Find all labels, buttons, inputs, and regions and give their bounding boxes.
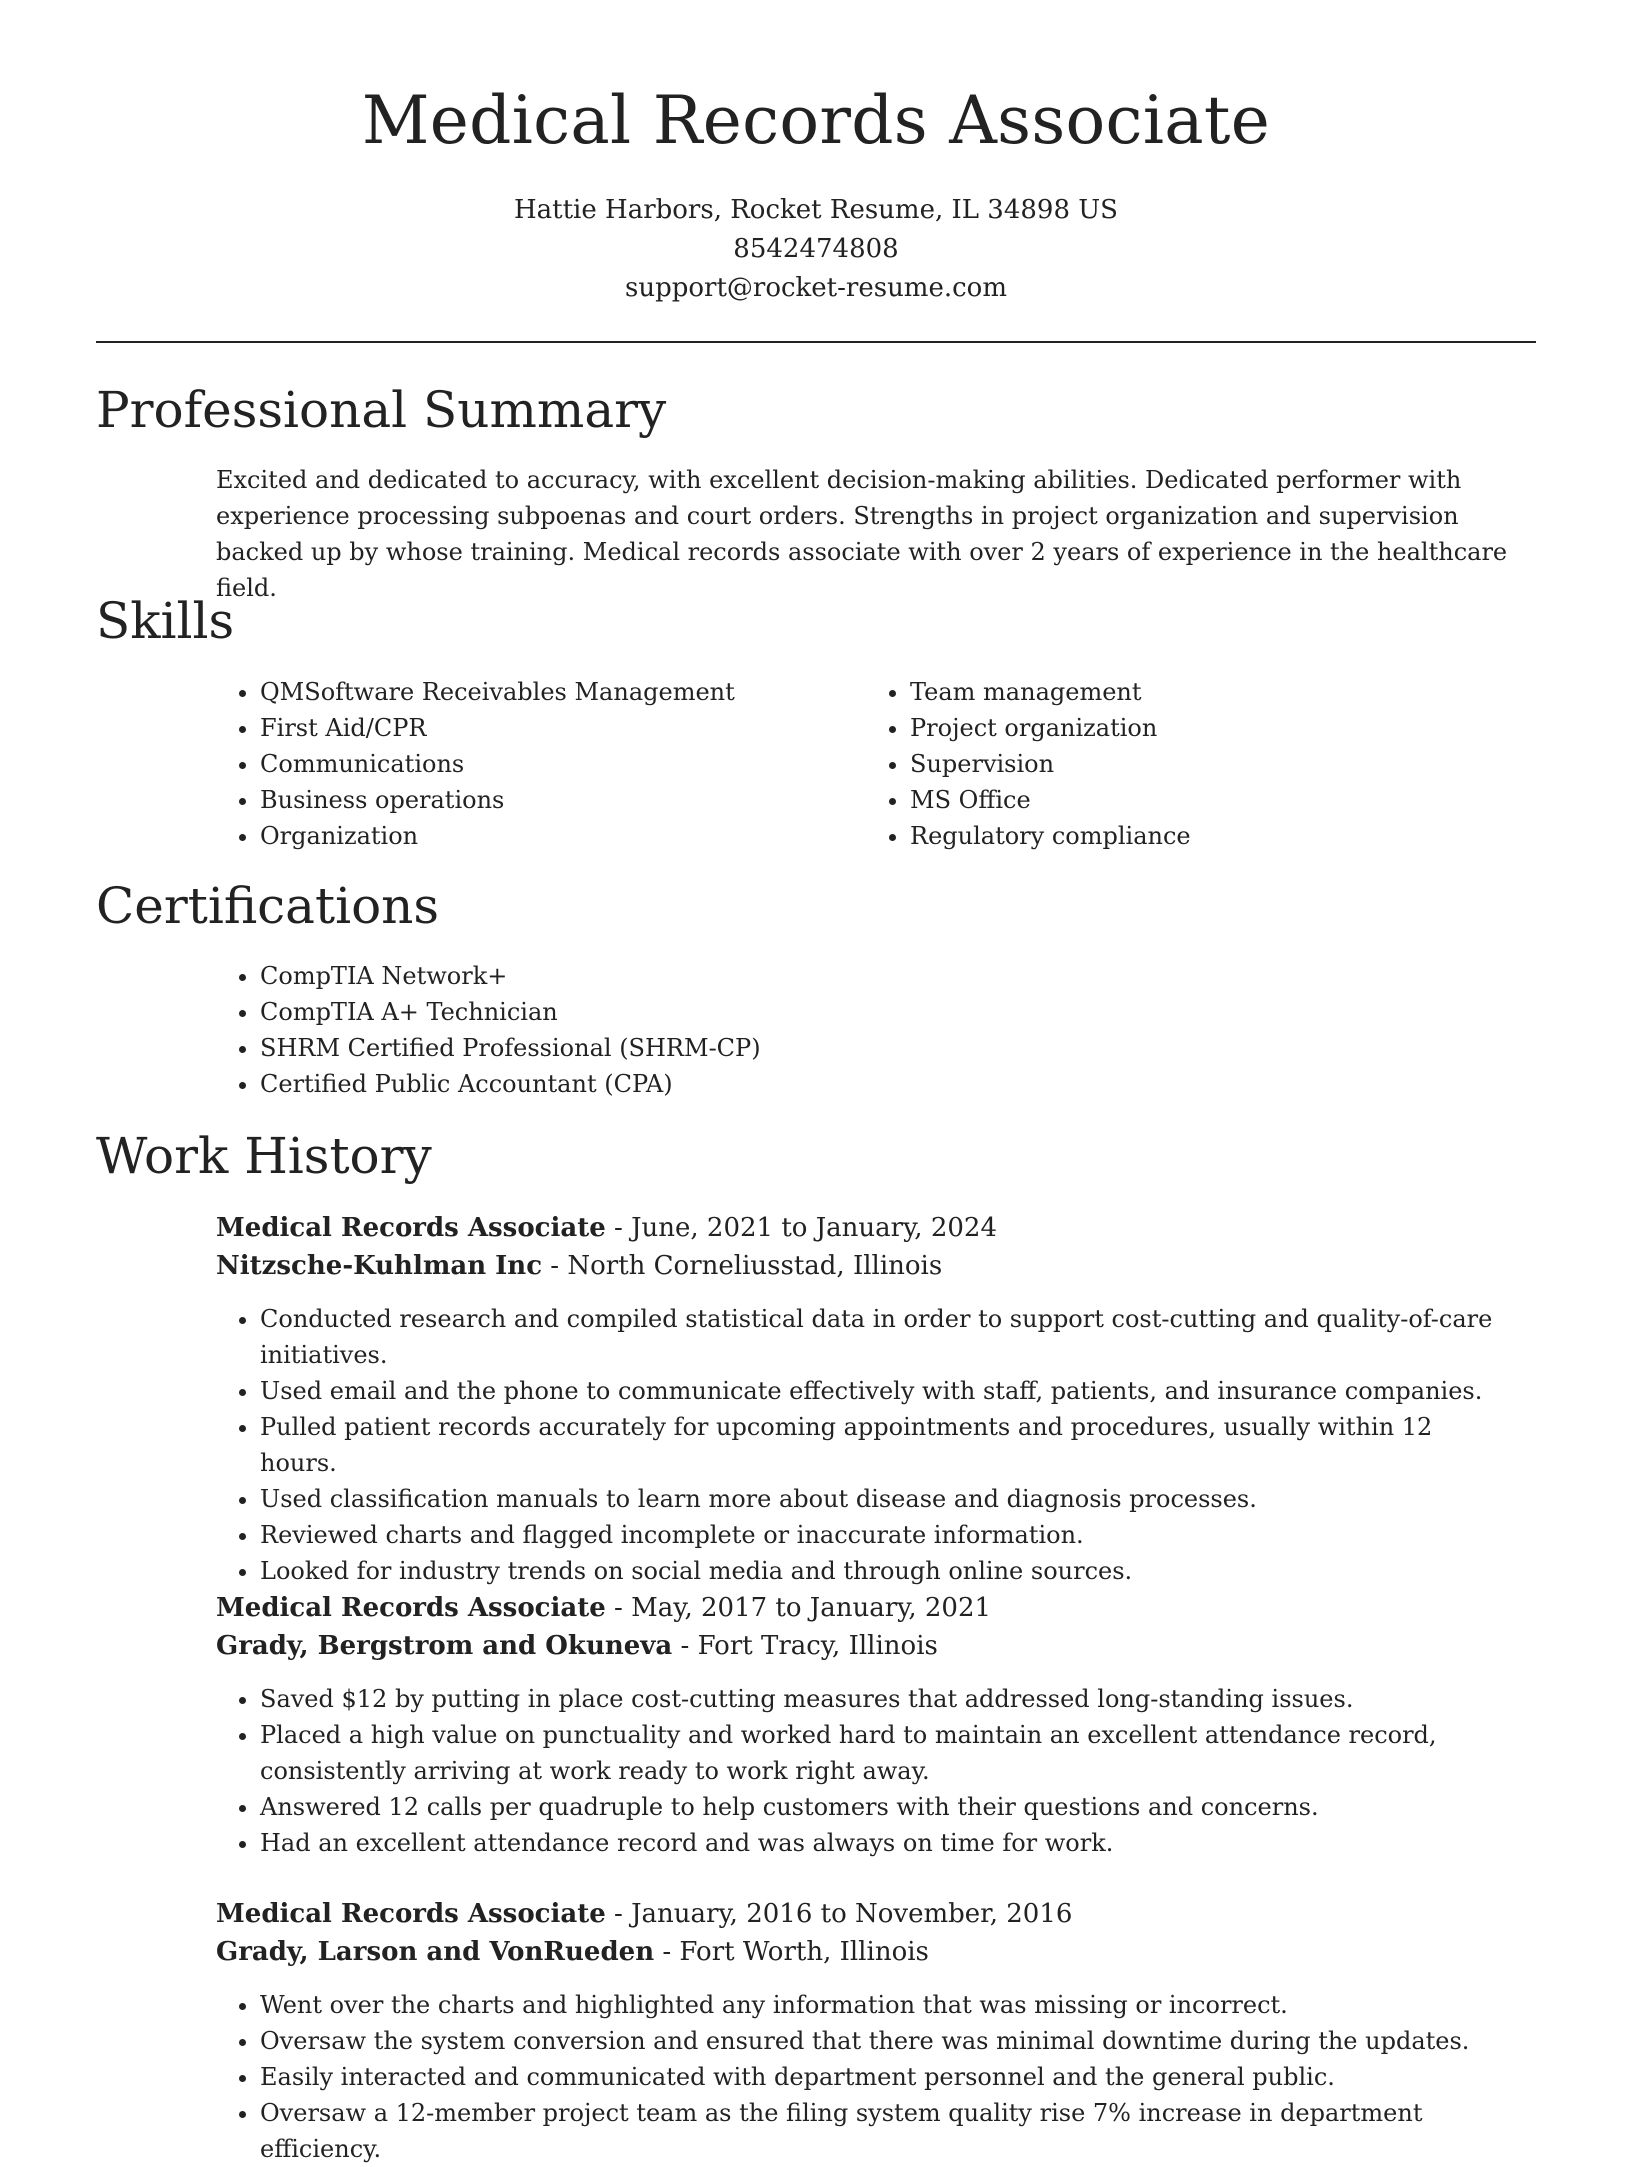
list-item: • Pulled patient records accurately for upcoming appointments and procedures, usually within 12 hours. <box>260 1409 1516 1481</box>
list-item: • Team management <box>910 674 1516 710</box>
job-company-line <box>216 1933 1516 1971</box>
header-divider <box>96 341 1536 343</box>
list-item: • Looked for industry trends on social media and through online sources. <box>260 1553 1516 1589</box>
job-bullets <box>216 1301 1516 1589</box>
list-item: • Supervision <box>910 746 1516 782</box>
job-company: Nitzsche-Kuhlman Inc <box>216 1251 543 1281</box>
job-role: Medical Records Associate <box>216 1213 606 1243</box>
list-item: • SHRM Certified Professional (SHRM-CP) <box>260 1030 1516 1066</box>
list-item: • CompTIA A+ Technician <box>260 994 1516 1030</box>
skills-list-1 <box>216 674 866 854</box>
list-item: • Reviewed charts and flagged incomplete or inaccurate information. <box>260 1517 1516 1553</box>
list-item: • QMSoftware Receivables Management <box>260 674 866 710</box>
list-item: • Oversaw a 12-member project team as the filing system quality rise 7% increase in department efficiency. <box>260 2095 1516 2167</box>
job-company-line <box>216 1247 1516 1285</box>
list-item: • Regulatory compliance <box>910 818 1516 854</box>
list-item: • Used classification manuals to learn more about disease and diagnosis processes. <box>260 1481 1516 1517</box>
job-role: Medical Records Associate <box>216 1593 606 1623</box>
list-item: • Project organization <box>910 710 1516 746</box>
certifications-list <box>216 958 1516 1102</box>
section-heading-work-history: Work History <box>96 1127 432 1185</box>
list-item: • Organization <box>260 818 866 854</box>
list-item: • Went over the charts and highlighted any information that was missing or incorrect. <box>260 1987 1516 2023</box>
skills-column-1 <box>216 674 866 854</box>
section-heading-skills: Skills <box>96 592 235 650</box>
job-location: - Fort Tracy, Illinois <box>672 1631 938 1661</box>
work-history-job-1 <box>216 1209 1516 1589</box>
summary-text: Excited and dedicated to accuracy, with excellent decision-making abilities. Dedicated performer with experience processing subpoenas and court orders. Strengths in project organization and supervision backed up by whose training. Medical records associate with over 2 years of experience in the healthcare field. <box>216 466 1508 602</box>
list-item: • Answered 12 calls per quadruple to help customers with their questions and concerns. <box>260 1789 1516 1825</box>
list-item: • Conducted research and compiled statistical data in order to support cost-cutting and quality-of-care initiatives. <box>260 1301 1516 1373</box>
page-title: Medical Records Associate <box>361 82 1271 159</box>
section-heading-certifications: Certifications <box>96 877 440 935</box>
job-company: Grady, Larson and VonRueden <box>216 1937 655 1967</box>
section-heading-summary: Professional Summary <box>96 381 667 439</box>
list-item: • Easily interacted and communicated with department personnel and the general public. <box>260 2059 1516 2095</box>
skills-column-2 <box>866 674 1516 854</box>
job-title-line <box>216 1895 1516 1933</box>
job-location: - Fort Worth, Illinois <box>654 1937 929 1967</box>
list-item: • Business operations <box>260 782 866 818</box>
contact-block <box>96 191 1536 308</box>
list-item: • Oversaw the system conversion and ensured that there was minimal downtime during the updates. <box>260 2023 1516 2059</box>
job-location: - North Corneliusstad, Illinois <box>542 1251 943 1281</box>
list-item: • CompTIA Network+ <box>260 958 1516 994</box>
job-title-line <box>216 1589 1516 1627</box>
list-item: • Used email and the phone to communicate effectively with staff, patients, and insurance companies. <box>260 1373 1516 1409</box>
work-history-job-2 <box>216 1589 1516 1861</box>
work-history-job-3 <box>216 1895 1516 2167</box>
list-item: • Certified Public Accountant (CPA) <box>260 1066 1516 1102</box>
job-title-line <box>216 1209 1516 1247</box>
job-dates: - January, 2016 to November, 2016 <box>605 1899 1073 1929</box>
list-item: • Communications <box>260 746 866 782</box>
job-dates: - June, 2021 to January, 2024 <box>605 1213 997 1243</box>
list-item: • Saved $12 by putting in place cost-cutting measures that addressed long-standing issues. <box>260 1681 1516 1717</box>
job-role: Medical Records Associate <box>216 1899 606 1929</box>
job-company-line <box>216 1627 1516 1665</box>
resume-header <box>96 80 1536 308</box>
job-dates: - May, 2017 to January, 2021 <box>605 1593 992 1623</box>
contact-phone: 8542474808 <box>733 233 899 264</box>
contact-address: Hattie Harbors, Rocket Resume, IL 34898 US <box>513 194 1118 225</box>
job-bullets <box>216 1681 1516 1861</box>
job-bullets <box>216 1987 1516 2167</box>
list-item: • MS Office <box>910 782 1516 818</box>
skills-list-2 <box>866 674 1516 854</box>
list-item: • First Aid/CPR <box>260 710 866 746</box>
certifications-block <box>216 958 1516 1102</box>
list-item: • Had an excellent attendance record and was always on time for work. <box>260 1825 1516 1861</box>
job-company: Grady, Bergstrom and Okuneva <box>216 1631 673 1661</box>
contact-email: support@rocket-resume.com <box>624 272 1007 303</box>
list-item: • Placed a high value on punctuality and worked hard to maintain an excellent attendance record, consistently arriving at work ready to work right away. <box>260 1717 1516 1789</box>
